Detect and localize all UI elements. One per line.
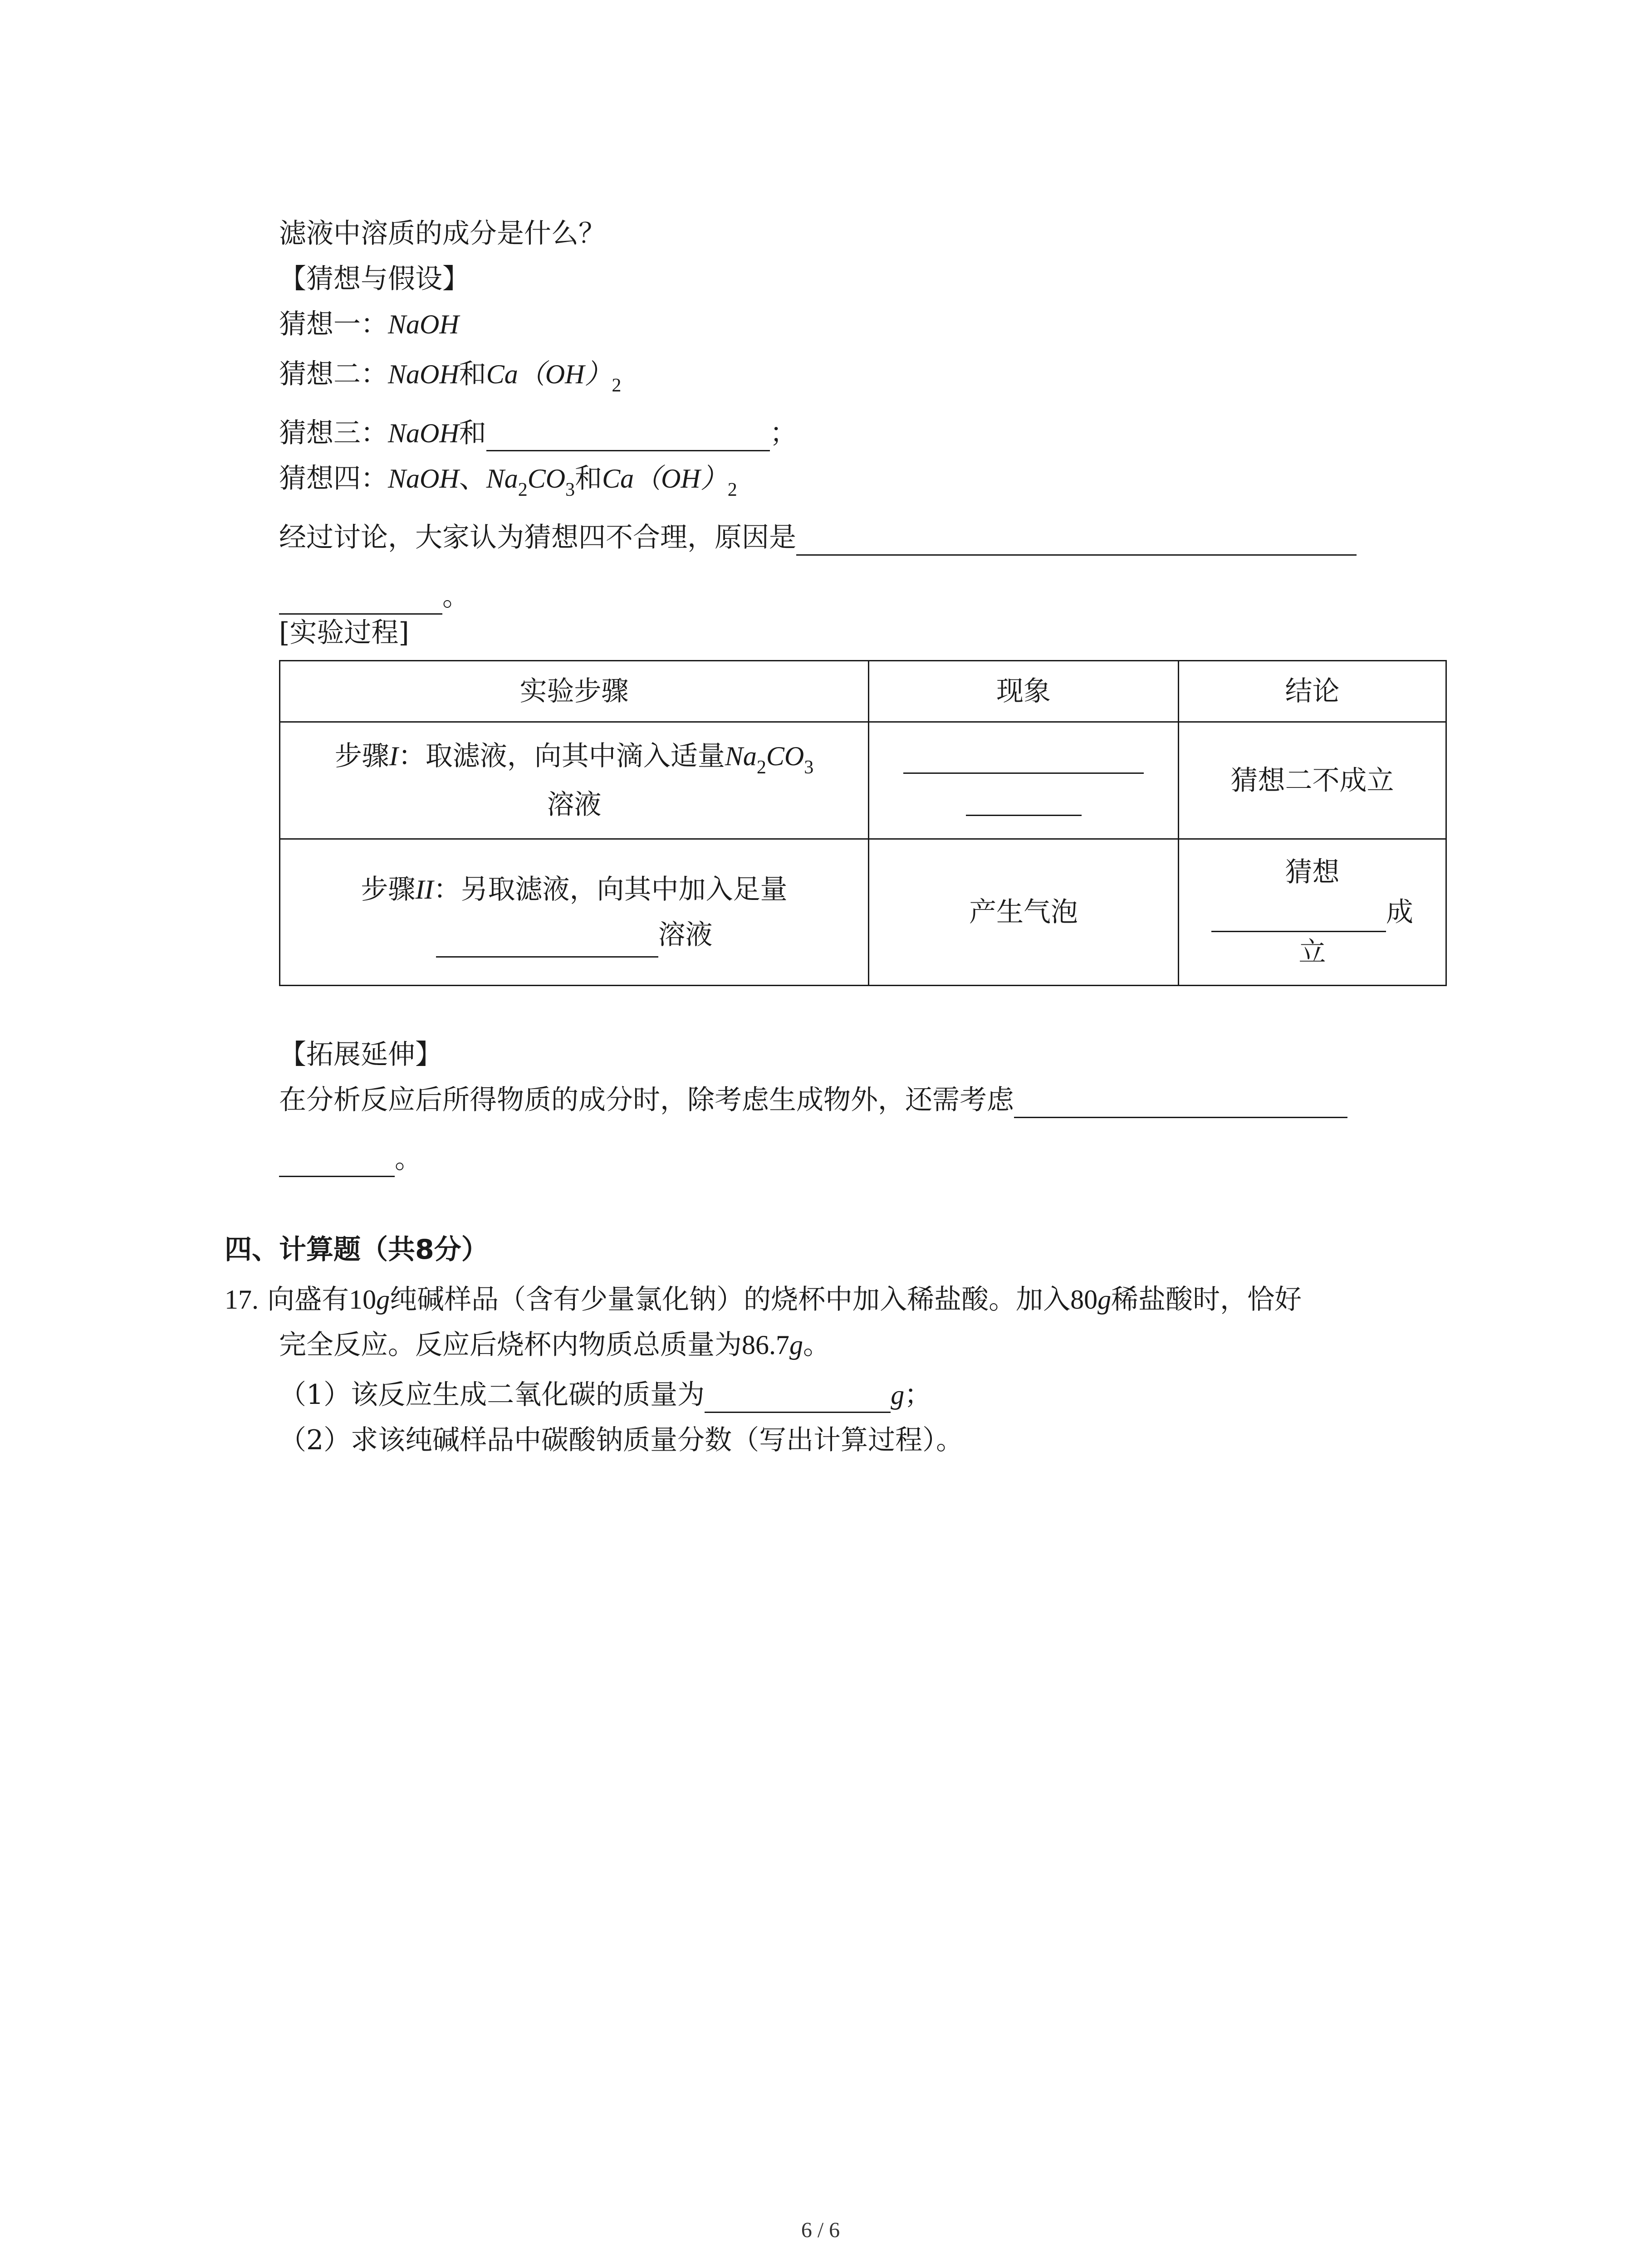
hypothesis-heading: 【猜想与假设】 — [279, 263, 470, 295]
row2-conclusion-top: 猜想 — [1285, 856, 1340, 888]
row1-na: Na — [725, 741, 757, 771]
header-step: 实验步骤 — [280, 661, 869, 722]
row2-reagent-blank[interactable] — [436, 928, 658, 958]
extension-heading: 【拓展延伸】 — [279, 1039, 442, 1070]
row2-step-text: ：另取滤液，向其中加入足量 — [433, 874, 788, 905]
guess4-na: Na — [486, 464, 518, 494]
q17-line2 — [279, 1327, 830, 1363]
row1-phenomenon — [869, 722, 1179, 839]
question-line: 滤液中溶质的成分是什么？ — [279, 218, 606, 249]
discussion-text: 经过讨论，大家认为猜想四不合理，原因是 — [279, 522, 796, 553]
guess3-label: 猜想三： — [279, 417, 388, 449]
extension-period: 。 — [395, 1143, 422, 1175]
guess4-sep: 、 — [459, 463, 486, 494]
q17-line1 — [225, 1281, 1302, 1318]
row1-co: CO — [766, 741, 804, 771]
q17-mass2: 80 — [1070, 1285, 1098, 1315]
discussion-period: 。 — [442, 581, 470, 612]
header-conclusion: 结论 — [1179, 661, 1446, 722]
guess3-end: ； — [769, 417, 797, 449]
q17-text-c: 稀盐酸时，恰好 — [1111, 1284, 1302, 1315]
q17-sub2: （2）求该纯碱样品中碳酸钠质量分数（写出计算过程）。 — [279, 1424, 964, 1456]
row2-step-line2-end: 溶液 — [658, 919, 713, 951]
guess1-formula: NaOH — [388, 309, 459, 339]
row2-conclusion — [1179, 839, 1446, 986]
guess2-and: 和 — [459, 358, 486, 390]
q17-unit1: g — [376, 1285, 390, 1315]
guess3-formula: NaOH — [388, 418, 459, 448]
guess4-co-sub: 3 — [565, 479, 575, 500]
table-row — [280, 722, 1446, 839]
row1-conclusion: 猜想二不成立 — [1179, 722, 1446, 839]
extension-answer-blank[interactable] — [1014, 1089, 1347, 1118]
guess4-ca-sub: 2 — [727, 479, 737, 500]
row1-step — [280, 722, 869, 839]
q17-sub1-end: ； — [904, 1379, 932, 1411]
guess4-line — [279, 460, 737, 500]
q17-mass1: 10 — [349, 1285, 377, 1315]
q17-number: 17. — [225, 1285, 259, 1315]
guess4-and: 和 — [575, 463, 603, 494]
row2-step-roman: II — [415, 875, 434, 904]
row1-phenomenon-blank-cont[interactable] — [966, 774, 1082, 816]
q17-line2-end: 。 — [803, 1329, 830, 1361]
header-phenomenon: 现象 — [869, 661, 1179, 722]
row1-na-sub: 2 — [756, 757, 766, 778]
table-row — [280, 839, 1446, 986]
experiment-table — [279, 660, 1447, 986]
guess2-label: 猜想二： — [279, 358, 388, 390]
q17-unit3: g — [789, 1330, 803, 1360]
q17-unit2: g — [1097, 1285, 1112, 1315]
guess2-subscript: 2 — [612, 375, 622, 396]
discussion-line2 — [279, 578, 470, 615]
row1-step-line2: 溶液 — [547, 789, 602, 821]
row2-step-prefix: 步骤 — [361, 874, 416, 905]
row2-conclusion-blank[interactable] — [1211, 903, 1386, 932]
row1-phenomenon-blank[interactable] — [903, 745, 1144, 774]
guess3-line — [279, 415, 797, 451]
q17-text-b: 纯碱样品（含有少量氯化钠）的烧杯中加入稀盐酸。加入 — [390, 1284, 1071, 1315]
guess2-line — [279, 356, 621, 396]
guess2-formula-b: Ca（OH） — [486, 359, 612, 389]
guess4-ca: Ca（OH） — [602, 464, 728, 494]
row1-step-roman: I — [389, 741, 398, 771]
guess3-and: 和 — [459, 417, 486, 449]
extension-answer-blank-cont[interactable] — [279, 1148, 395, 1177]
guess4-label: 猜想四： — [279, 463, 388, 494]
q17-co2-mass-blank[interactable] — [705, 1383, 891, 1413]
table-header-row — [280, 661, 1446, 722]
guess4-na-sub: 2 — [518, 479, 528, 500]
q17-mass3: 86.7 — [742, 1330, 789, 1360]
guess4-co: CO — [527, 464, 566, 494]
guess4-formula-a: NaOH — [388, 464, 459, 494]
q17-sub1-text: （1）该反应生成二氧化碳的质量为 — [279, 1379, 705, 1411]
row1-step-prefix: 步骤 — [334, 740, 389, 772]
discussion-line — [279, 519, 1357, 556]
row2-conclusion-bottom: 立 — [1298, 936, 1326, 968]
extension-line — [279, 1082, 1347, 1118]
q17-text-a: 向盛有 — [267, 1284, 349, 1315]
row1-step-text: ：取滤液，向其中滴入适量 — [398, 740, 725, 772]
guess1-label: 猜想一： — [279, 308, 388, 340]
guess2-formula-a: NaOH — [388, 359, 459, 389]
q17-sub1-unit: g — [891, 1380, 905, 1410]
row2-step — [280, 839, 869, 986]
discussion-answer-blank-cont[interactable] — [279, 585, 442, 615]
row1-co-sub: 3 — [804, 757, 814, 778]
row2-phenomenon: 产生气泡 — [869, 839, 1179, 986]
row2-conclusion-mid-end: 成 — [1386, 896, 1413, 928]
q17-line2-a: 完全反应。反应后烧杯内物质总质量为 — [279, 1329, 742, 1361]
section4-heading: 四、计算题（共8分） — [225, 1234, 489, 1266]
guess3-answer-blank[interactable] — [486, 422, 770, 451]
discussion-answer-blank[interactable] — [796, 526, 1357, 556]
process-heading: [实验过程] — [279, 617, 409, 649]
page-number: 6 / 6 — [801, 2218, 840, 2242]
extension-line2 — [279, 1141, 422, 1177]
q17-sub1 — [279, 1377, 931, 1413]
extension-text: 在分析反应后所得物质的成分时，除考虑生成物外，还需考虑 — [279, 1084, 1014, 1116]
guess1-line — [279, 306, 459, 342]
